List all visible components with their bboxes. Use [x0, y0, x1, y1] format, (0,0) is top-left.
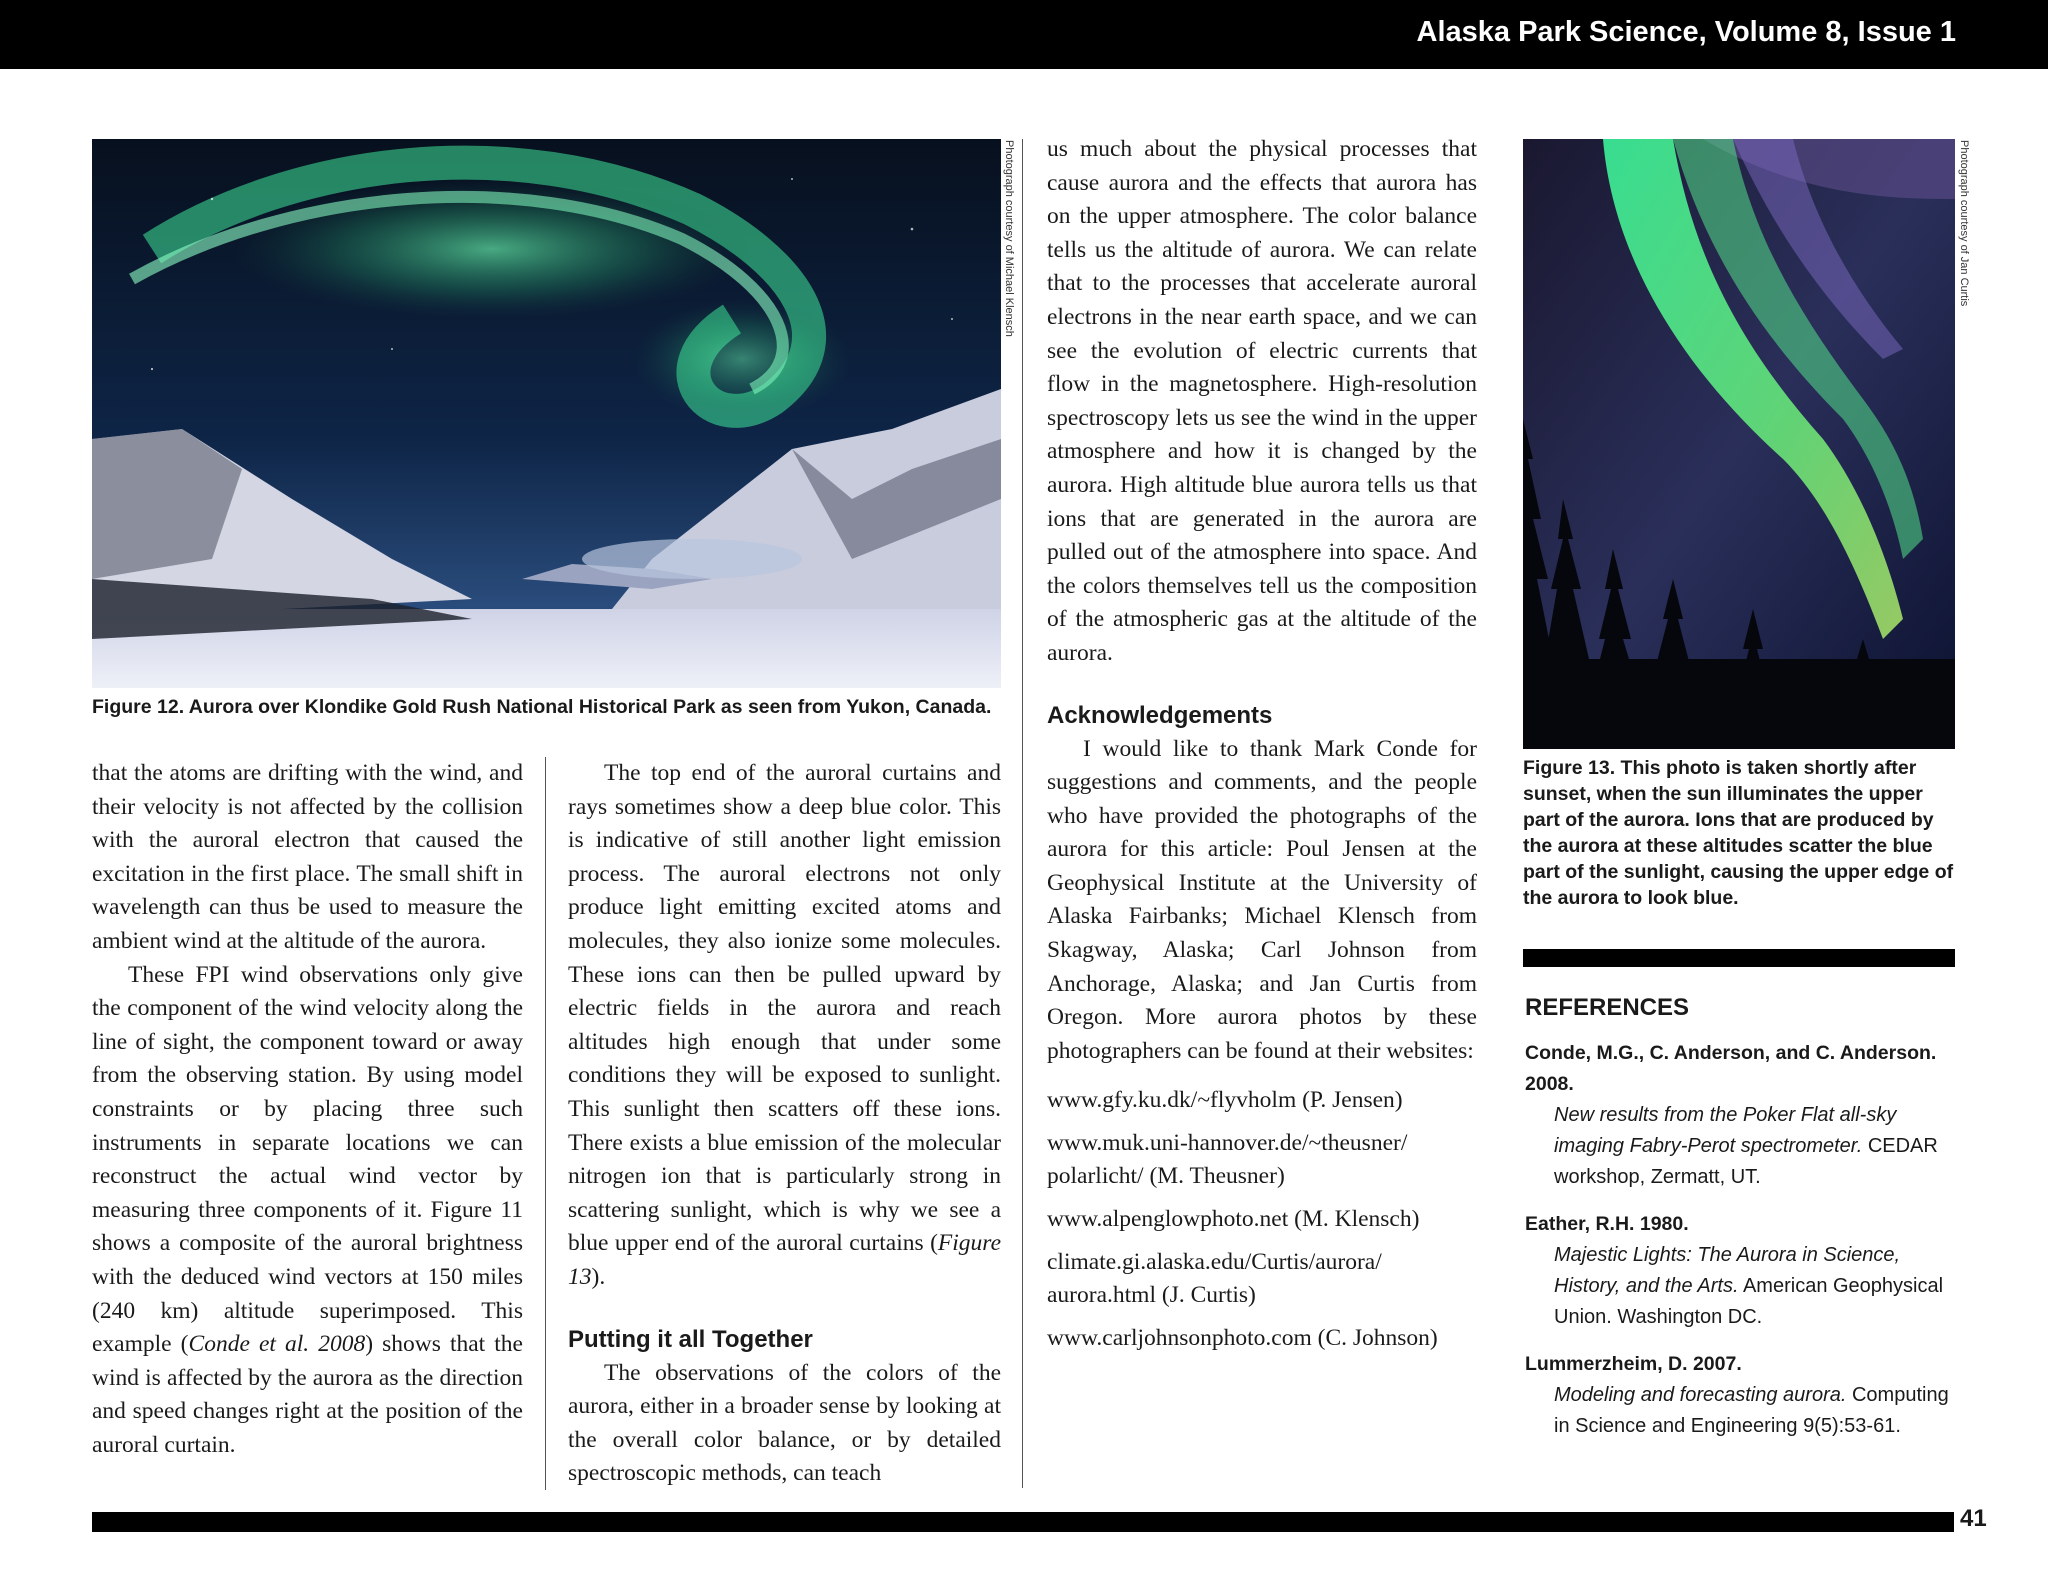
citation: Conde et al. 2008: [188, 1331, 366, 1358]
reference-body: [1554, 1380, 1965, 1442]
paragraph: us much about the physical processes that cause aurora and the effects that aurora has on the upper atmosphere. The color balance tells us the altitude of aurora. We can relate that to the processes that accelerate auroral electrons in the near earth space, and we can see the evolution of electric currents that flow in the magnetosphere. High-resolution spectroscopy lets us see the wind in the upper atmosphere and how it is changed by the aurora. High altitude blue aurora tells us that ions that are generated in the aurora are pulled out of the atmosphere into space. And the colors themselves tell us the composition of the atmospheric gas at the altitude of the aurora.: [1047, 136, 1477, 666]
figure-reference: Figure 13: [568, 1230, 1001, 1290]
figure-12-caption: Figure 12. Aurora over Klondike Gold Rush National Historical Park as seen from Yukon, Canada.: [92, 696, 992, 718]
reference-title: Majestic Lights: The Aurora in Science, History, and the Arts.: [1554, 1244, 1901, 1297]
section-heading: Acknowledgements: [1047, 701, 1273, 729]
url-item: climate.gi.alaska.edu/Curtis/aurora/ aurora.html (J. Curtis): [1047, 1249, 1382, 1309]
references-section: [1525, 990, 1965, 1458]
page-number: 41: [1960, 1505, 1987, 1532]
url-item: www.alpenglowphoto.net (M. Klensch): [1047, 1206, 1420, 1233]
running-header: [0, 0, 2048, 69]
section-heading: Putting it all Together: [568, 1325, 813, 1353]
column-divider: [545, 757, 546, 1490]
url-item: www.muk.uni-hannover.de/~theusner/ polarlicht/ (M. Theusner): [1047, 1130, 1408, 1190]
figure-13-photo-credit: Photograph courtesy of Jan Curtis: [1958, 140, 1970, 307]
figure-13-photo: [1523, 139, 1955, 749]
reference-body: [1554, 1240, 1965, 1333]
reference-details: CEDAR workshop, Zermatt, UT.: [1554, 1135, 1938, 1188]
url-item: www.gfy.ku.dk/~flyvholm (P. Jensen): [1047, 1087, 1403, 1114]
paragraph: I would like to thank Mark Conde for suggestions and comments, and the people who have provided the photographs of the aurora for this article: Poul Jensen at the Geophysical Institute at the University of Alaska Fairbanks; Michael Klensch from Skagway, Alaska; Carl Johnson from Anchorage, Alaska; and Jan Curtis from Oregon. More aurora photos by these photographers can be found at their websites:: [1047, 735, 1477, 1064]
url-list: [1047, 1084, 1477, 1355]
figure-12-photo-credit: Photograph courtesy of Michael Klensch: [1003, 140, 1015, 337]
reference-authors: Lummerzheim, D. 2007.: [1525, 1353, 1742, 1375]
aurora-klondike-image: [92, 139, 1001, 688]
body-column-2: [568, 757, 1001, 1491]
paragraph-text: These FPI wind observations only give the component of the wind velocity along the line of sight, the component toward or away from the observing station. By using model constraints or by placing three such instruments in separate locations we can reconstruct the actual wind vector by measuring three components of it. Figure 11 shows a composite of the auroral brightness with the deduced wind vectors at 150 miles (240 km) altitude superimposed. This example (: [92, 961, 523, 1358]
paragraph-text: ) shows that the wind is affected by the aurora as the direction and speed changes right at the position of the auroral curtain.: [92, 1331, 523, 1458]
aurora-curtain-image: [1523, 139, 1955, 749]
figure-12-photo: [92, 139, 1001, 688]
body-column-3: [1047, 133, 1477, 1355]
paragraph: The observations of the colors of the aurora, either in a broader sense by looking at the overall color balance, or by detailed spectroscopic methods, can teach: [568, 1359, 1001, 1487]
journal-title: Alaska Park Science, Volume 8, Issue 1: [1416, 16, 1956, 48]
url-item: www.carljohnsonphoto.com (C. Johnson): [1047, 1325, 1438, 1352]
reference-title: Modeling and forecasting aurora.: [1554, 1384, 1847, 1406]
paragraph: that the atoms are drifting with the wind, and their velocity is not affected by the collision with the auroral electron that caused the excitation in the first place. The small shift in wavelength can thus be used to measure the ambient wind at the altitude of the aurora.: [92, 760, 523, 954]
references-heading: REFERENCES: [1525, 994, 1690, 1021]
reference-details: American Geophysical Union. Washington DC.: [1554, 1275, 1944, 1328]
reference-title: New results from the Poker Flat all-sky imaging Fabry-Perot spectrometer.: [1554, 1104, 1897, 1157]
references-rule: [1523, 949, 1955, 967]
footer-rule: [92, 1512, 1954, 1532]
reference-authors: Eather, R.H. 1980.: [1525, 1213, 1689, 1235]
paragraph: [92, 959, 523, 1463]
paragraph-text: ).: [591, 1263, 606, 1290]
body-column-1: [92, 757, 523, 1462]
reference-details: Computing in Science and Engineering 9(5):53-61.: [1554, 1384, 1949, 1437]
figure-13-caption: Figure 13. This photo is taken shortly after sunset, when the sun illuminates the upper part of the aurora. Ions that are produced by the aurora at these altitudes scatter the blue part of the sunlight, causing the upper edge of the aurora to look blue.: [1523, 757, 1954, 909]
paragraph-text: The top end of the auroral curtains and rays sometimes show a deep blue color. This is indicative of still another light emission process. The auroral electrons not only produce light emitting excited atoms and molecules, they also ionize some molecules. These ions can then be pulled upward by electric fields in the aurora and reach altitudes high enough that under some conditions they will be exposed to sunlight. This sunlight then scatters off these ions. There exists a blue emission of the molecular nitrogen ion that is particularly strong in scattering sunlight, which is why we see a blue upper end of the auroral curtains (: [568, 760, 1001, 1257]
column-divider: [1022, 139, 1023, 1488]
paragraph: [568, 757, 1001, 1295]
reference-authors: Conde, M.G., C. Anderson, and C. Anderson. 2008.: [1525, 1042, 1937, 1095]
reference-body: [1554, 1100, 1965, 1193]
